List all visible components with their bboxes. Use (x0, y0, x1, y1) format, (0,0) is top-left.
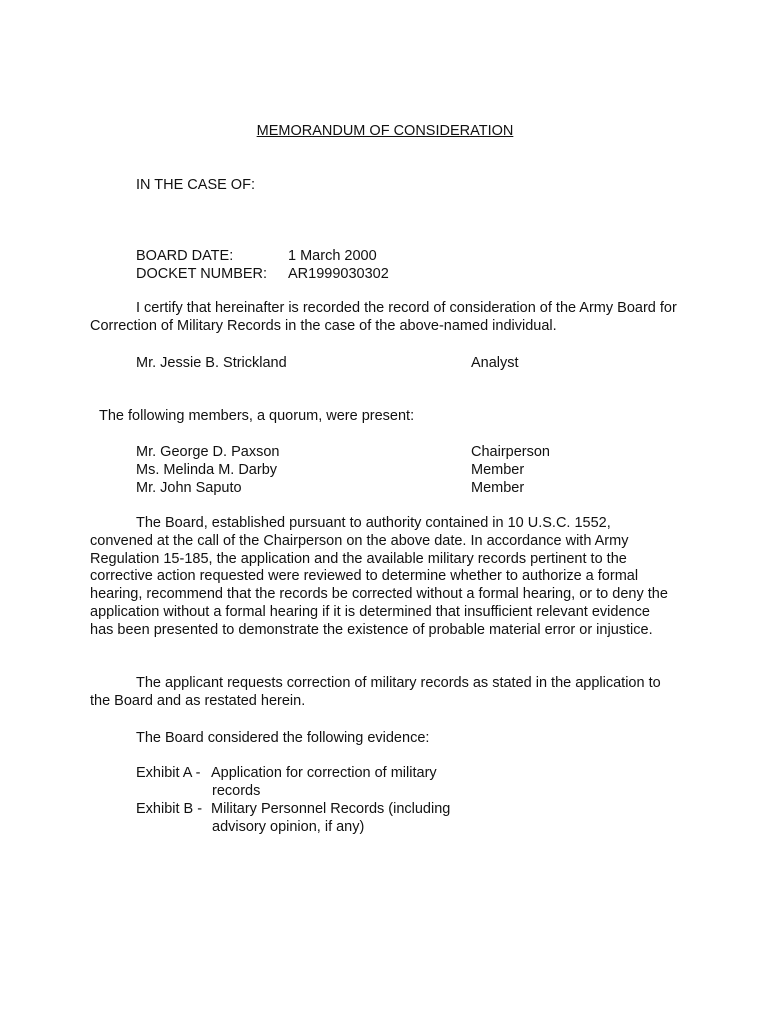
member-name: Ms. Melinda M. Darby (136, 462, 278, 478)
exhibit-label: Exhibit B - (136, 801, 203, 817)
exhibit-description-continued: records (212, 783, 261, 799)
exhibit-description-continued: advisory opinion, if any) (212, 819, 365, 835)
member-name: Mr. George D. Paxson (136, 444, 280, 460)
docket-number-value: AR1999030302 (288, 266, 389, 282)
member-name: Mr. John Saputo (136, 480, 242, 496)
exhibit-description: Military Personnel Records (including (211, 801, 451, 817)
member-role: Member (471, 480, 525, 496)
certification-paragraph: I certify that hereinafter is recorded the record of consideration of the Army Board for Correction of Military Records in the case of the above-named individual. (90, 300, 677, 334)
analyst-role: Analyst (471, 355, 519, 371)
applicant-request-paragraph: The applicant requests correction of military records as stated in the application to the Board and as restated herein. (90, 675, 661, 709)
board-date-value: 1 March 2000 (288, 248, 377, 264)
quorum-intro: The following members, a quorum, were present: (99, 408, 415, 424)
evidence-intro: The Board considered the following evidence: (136, 730, 430, 746)
member-role: Member (471, 462, 525, 478)
docket-number-label: DOCKET NUMBER: (136, 266, 268, 282)
case-label: IN THE CASE OF: (136, 177, 255, 193)
exhibit-description: Application for correction of military (211, 765, 437, 781)
member-role: Chairperson (471, 444, 550, 460)
page-title: MEMORANDUM OF CONSIDERATION (256, 123, 514, 139)
board-date-label: BOARD DATE: (136, 248, 234, 264)
exhibit-label: Exhibit A - (136, 765, 201, 781)
board-authority-paragraph: The Board, established pursuant to authority contained in 10 U.S.C. 1552, convened at the call of the Chairperson on the above date. In accordance with Army Regulation 15-185, the application and the available military records pertinent to the corrective action requested were reviewed to determine whether to authorize a formal hearing, recommend that the records be corrected without a formal hearing, or to deny the application without a formal hearing if it is determined that insufficient relevant evidence has been presented to demonstrate the existence of probable material error or injustice. (90, 515, 668, 638)
analyst-name: Mr. Jessie B. Strickland (136, 355, 287, 371)
